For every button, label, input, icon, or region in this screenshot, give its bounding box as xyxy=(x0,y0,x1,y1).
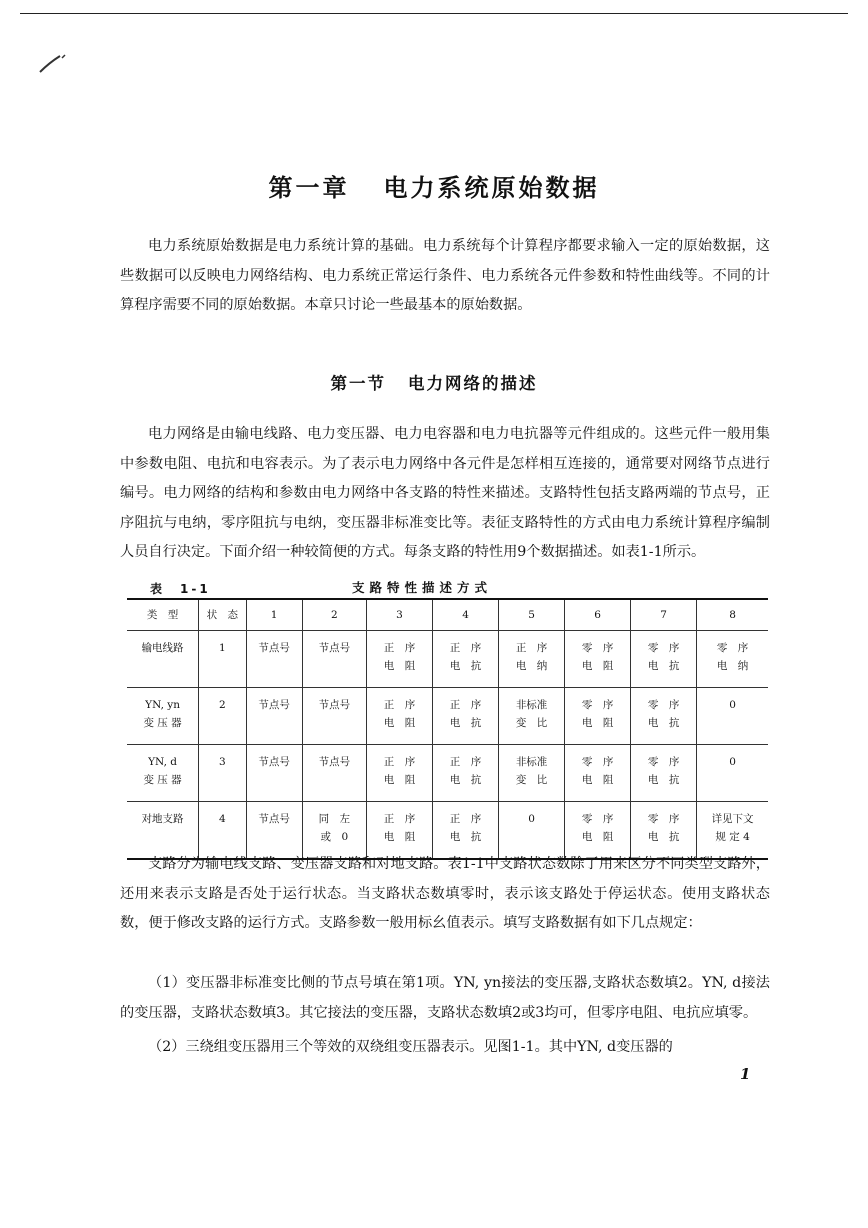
chapter-number: 第一章 xyxy=(268,174,350,202)
header-col-1: 1 xyxy=(246,599,302,631)
cell-line: 电 抗 xyxy=(647,831,680,843)
cell-col-2: 节点号 xyxy=(302,688,366,745)
cell-line: 电 抗 xyxy=(647,774,680,786)
cell-line: 变 压 器 xyxy=(143,717,182,729)
table-row xyxy=(127,745,768,802)
cell-line: 零 序 xyxy=(581,756,614,768)
cell-col-1: 节点号 xyxy=(246,802,302,860)
cell-line: 正 序 xyxy=(449,813,482,825)
cell-col-6 xyxy=(565,688,631,745)
cell-type: 对地支路 xyxy=(141,813,184,825)
cell-line: 正 序 xyxy=(515,642,548,654)
cell-line: 零 序 xyxy=(647,642,680,654)
cell-type xyxy=(127,688,199,745)
cell-line: 变 比 xyxy=(515,774,548,786)
header-col-4: 4 xyxy=(433,599,499,631)
cell-col-4 xyxy=(433,688,499,745)
cell-line: 详见下文 xyxy=(711,813,754,825)
header-col-5: 5 xyxy=(499,599,565,631)
cell-line: 电 阻 xyxy=(383,717,416,729)
cell-line: 非标准 xyxy=(515,756,548,768)
cell-line: 规 定 4 xyxy=(715,831,750,843)
cell-col-8: 0 xyxy=(697,745,768,802)
cell-type: 输电线路 xyxy=(127,631,199,688)
cell-line: 或 0 xyxy=(320,831,349,843)
cell-line: 变 压 器 xyxy=(143,774,182,786)
cell-col-8 xyxy=(697,631,768,688)
cell-line: 电 抗 xyxy=(449,831,482,843)
cell-state: 3 xyxy=(199,745,246,802)
cell-line: 电 阻 xyxy=(581,660,614,672)
cell-col-5: 0 xyxy=(499,802,565,860)
cell-col-5 xyxy=(499,745,565,802)
cell-line: 电 阻 xyxy=(383,774,416,786)
cell-line: 正 序 xyxy=(383,813,416,825)
table-label: 表 1-1 xyxy=(150,582,211,596)
cell-col-3 xyxy=(366,745,432,802)
header-state: 状 态 xyxy=(199,599,246,631)
cell-line: 零 序 xyxy=(581,699,614,711)
cell-line: YN, yn xyxy=(145,699,180,711)
cell-line: 电 阻 xyxy=(383,660,416,672)
header-col-2: 2 xyxy=(302,599,366,631)
pen-mark xyxy=(38,52,66,74)
cell-state: 1 xyxy=(199,631,246,688)
cell-col-2: 节点号 xyxy=(302,631,366,688)
branch-table xyxy=(127,598,768,860)
cell-line: 同 左 xyxy=(318,813,351,825)
cell-line: 零 序 xyxy=(716,642,749,654)
page-number: 1 xyxy=(740,1065,751,1083)
cell-line: 正 序 xyxy=(383,756,416,768)
cell-line: 变 比 xyxy=(515,717,548,729)
cell-line: 非标准 xyxy=(515,699,548,711)
cell-col-4 xyxy=(433,745,499,802)
cell-line: 电 抗 xyxy=(647,717,680,729)
cell-col-4 xyxy=(433,631,499,688)
table-row xyxy=(127,688,768,745)
cell-line: 零 序 xyxy=(581,642,614,654)
section-number: 第一节 xyxy=(330,374,386,393)
cell-line: 电 阻 xyxy=(581,831,614,843)
cell-line: 电 阻 xyxy=(383,831,416,843)
table-row xyxy=(127,631,768,688)
cell-line: 零 序 xyxy=(647,813,680,825)
cell-line: 正 序 xyxy=(449,699,482,711)
cell-col-8: 0 xyxy=(697,688,768,745)
cell-col-5 xyxy=(499,631,565,688)
section-paragraph: 电力网络是由输电线路、电力变压器、电力电容器和电力电抗器等元件组成的。这些元件一般用集中参数电阻、电抗和电容表示。为了表示电力网络中各元件是怎样相互连接的，通常要对网络节点进行编号。电力网络的结构和参数由电力网络中各支路的特性来描述。支路特性包括支路两端的节点号，正序阻抗与电纳，零序阻抗与电纳，变压器非标准变比等。表征支路特性的方式由电力系统计算程序编制人员自行决定。下面介绍一种较简便的方式。每条支路的特性用9个数据描述。如表1-1所示。 xyxy=(120,426,770,560)
section-name: 电力网络的描述 xyxy=(408,374,538,393)
cell-col-3 xyxy=(366,631,432,688)
header-col-8: 8 xyxy=(697,599,768,631)
header-col-6: 6 xyxy=(565,599,631,631)
chapter-name: 电力系统原始数据 xyxy=(383,174,600,202)
cell-type xyxy=(127,745,199,802)
cell-state: 4 xyxy=(199,802,246,860)
header-col-7: 7 xyxy=(631,599,697,631)
cell-line: 电 抗 xyxy=(449,774,482,786)
header-type: 类 型 xyxy=(127,599,199,631)
cell-line: 电 纳 xyxy=(515,660,548,672)
rule-1-paragraph: （1）变压器非标准变比侧的节点号填在第1项。YN, yn接法的变压器,支路状态数填2。YN, d接法的变压器，支路状态数填3。其它接法的变压器，支路状态数填2或3均可，但零序电阻、电抗应填零。 xyxy=(120,975,770,1021)
cell-col-7 xyxy=(631,688,697,745)
cell-col-1: 节点号 xyxy=(246,688,302,745)
cell-col-7 xyxy=(631,631,697,688)
cell-line: 电 纳 xyxy=(716,660,749,672)
chapter-title xyxy=(0,168,868,203)
cell-line: 电 阻 xyxy=(581,774,614,786)
cell-state: 2 xyxy=(199,688,246,745)
cell-line: 电 阻 xyxy=(581,717,614,729)
branch-rules-paragraph: 支路分为输电线支路、变压器支路和对地支路。表1-1中支路状态数除了用来区分不同类型支路外，还用来表示支路是否处于运行状态。当支路状态数填零时，表示该支路处于停运状态。使用支路状态数，便于修改支路的运行方式。支路参数一般用标幺值表示。填写支路数据有如下几点规定： xyxy=(120,856,770,931)
cell-col-5 xyxy=(499,688,565,745)
cell-col-7 xyxy=(631,745,697,802)
cell-col-1: 节点号 xyxy=(246,745,302,802)
cell-line: 正 序 xyxy=(449,642,482,654)
section-title xyxy=(0,370,868,394)
cell-col-3 xyxy=(366,688,432,745)
cell-col-1: 节点号 xyxy=(246,631,302,688)
rule-2-paragraph: （2）三绕组变压器用三个等效的双绕组变压器表示。见图1-1。其中YN, d变压器的 xyxy=(148,1039,673,1055)
cell-col-6 xyxy=(565,631,631,688)
cell-col-2: 节点号 xyxy=(302,745,366,802)
cell-line: 电 抗 xyxy=(449,717,482,729)
cell-col-6 xyxy=(565,745,631,802)
cell-line: 正 序 xyxy=(383,699,416,711)
header-col-3: 3 xyxy=(366,599,432,631)
cell-line: 正 序 xyxy=(383,642,416,654)
cell-line: 正 序 xyxy=(449,756,482,768)
cell-line: 零 序 xyxy=(647,756,680,768)
cell-line: 零 序 xyxy=(647,699,680,711)
cell-line: 零 序 xyxy=(581,813,614,825)
table-caption: 支路特性描述方式 xyxy=(352,580,493,595)
cell-line: 电 抗 xyxy=(449,660,482,672)
cell-line: 电 抗 xyxy=(647,660,680,672)
table-header-row xyxy=(127,599,768,631)
top-rule xyxy=(20,13,848,14)
intro-paragraph: 电力系统原始数据是电力系统计算的基础。电力系统每个计算程序都要求输入一定的原始数据，这些数据可以反映电力网络结构、电力系统正常运行条件、电力系统各元件参数和特性曲线等。不同的计算程序需要不同的原始数据。本章只讨论一些最基本的原始数据。 xyxy=(120,238,770,313)
cell-line: YN, d xyxy=(148,756,177,768)
